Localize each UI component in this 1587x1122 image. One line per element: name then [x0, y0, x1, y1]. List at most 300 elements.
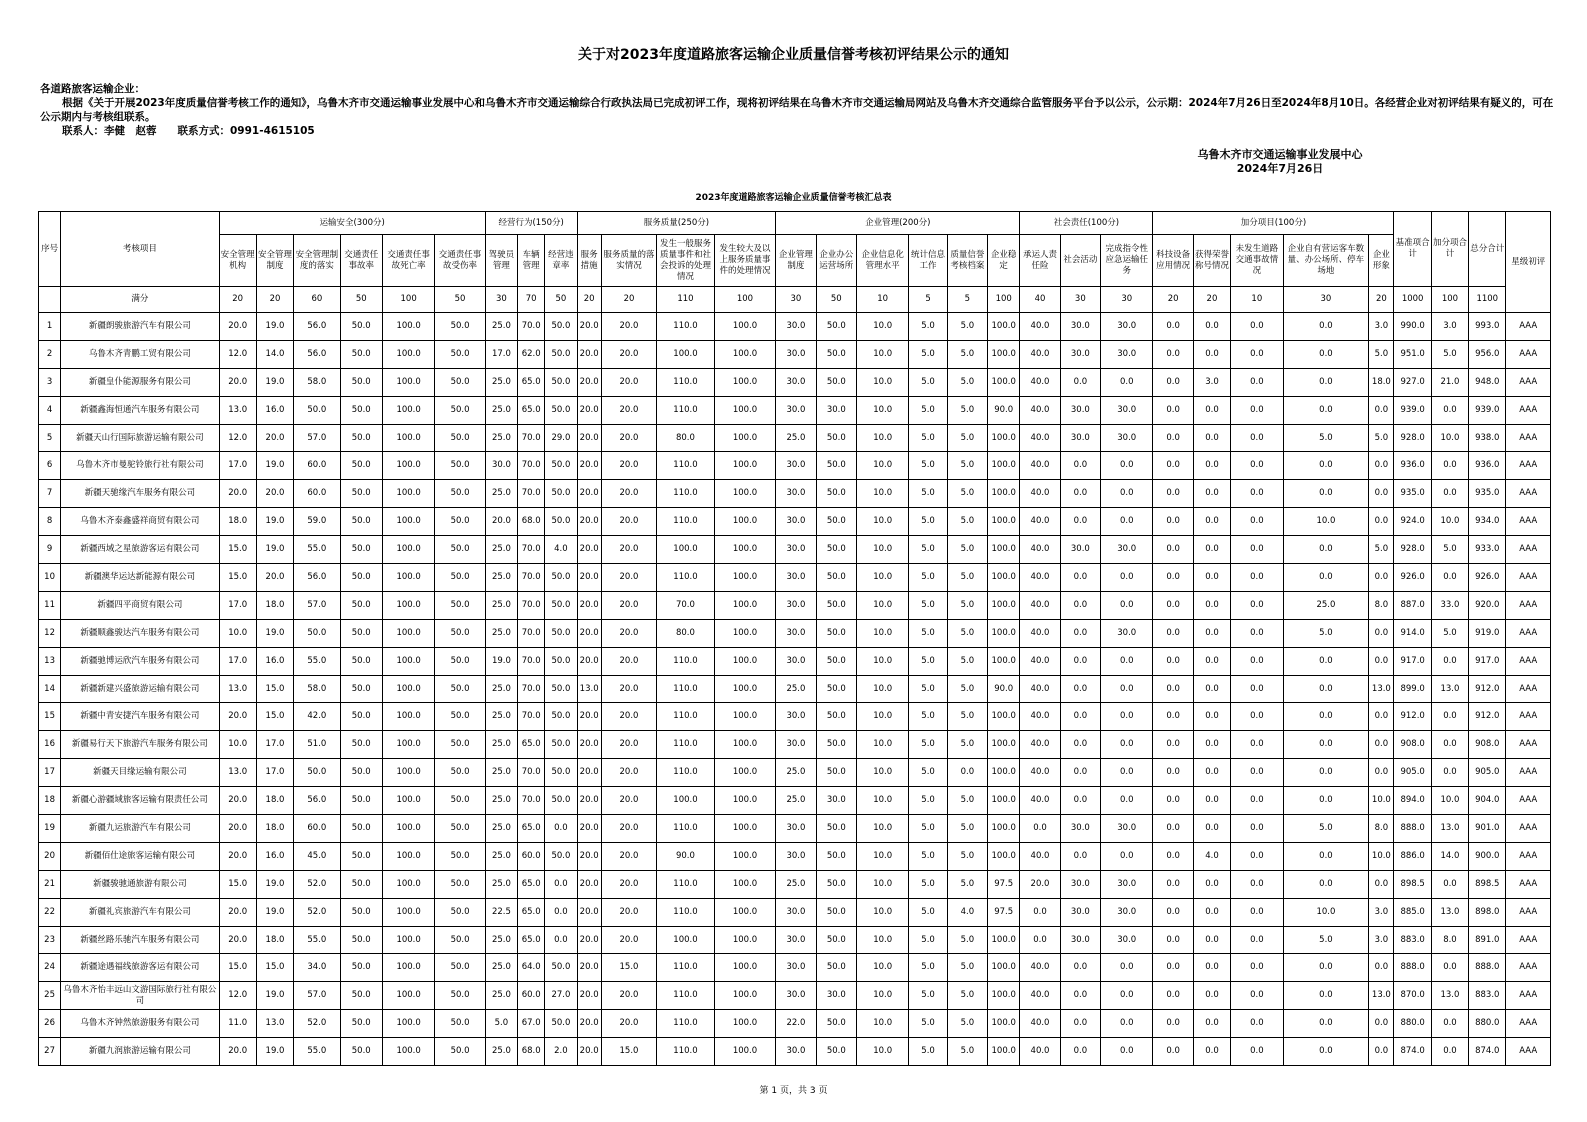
score-cell: 0.0	[1060, 759, 1100, 787]
score-cell: 40.0	[1020, 703, 1060, 731]
header-sub-item: 企业稳定	[988, 235, 1020, 287]
score-cell: 0.0	[1060, 619, 1100, 647]
score-cell: 15.0	[219, 536, 256, 564]
score-cell: 5.0	[909, 1010, 947, 1038]
score-cell: 110.0	[657, 480, 714, 508]
score-cell: 100.0	[382, 703, 434, 731]
score-cell: 0.0	[1193, 619, 1230, 647]
score-cell: 30.0	[776, 954, 816, 982]
score-cell: 30.0	[816, 787, 856, 815]
score-cell: 0.0	[1369, 870, 1394, 898]
score-cell: 18.0	[256, 591, 293, 619]
score-cell: 899.0	[1394, 675, 1431, 703]
score-cell: 50.0	[435, 452, 485, 480]
score-cell: 0.0	[1369, 480, 1394, 508]
score-cell: 110.0	[657, 508, 714, 536]
fullscore-cell: 5	[909, 287, 947, 313]
score-cell: 17.0	[256, 759, 293, 787]
score-cell: 100.0	[988, 452, 1020, 480]
score-cell: 10.0	[856, 452, 908, 480]
score-cell: 0.0	[1283, 1038, 1369, 1066]
score-cell: 30.0	[485, 452, 517, 480]
score-cell: 40.0	[1020, 1038, 1060, 1066]
header-fullscore-label: 满分	[61, 287, 219, 313]
score-cell: 0.0	[1060, 787, 1100, 815]
score-cell: 3.0	[1369, 898, 1394, 926]
score-cell: 917.0	[1394, 647, 1431, 675]
score-cell: 20.0	[601, 1010, 656, 1038]
score-cell: 25.0	[485, 759, 517, 787]
fullscore-cell: 60	[294, 287, 340, 313]
score-cell: 57.0	[294, 982, 340, 1010]
header-sub-item: 社会活动	[1060, 235, 1100, 287]
score-cell: 0.0	[947, 759, 987, 787]
rating-cell: AAA	[1506, 508, 1551, 536]
score-cell: 20.0	[219, 1038, 256, 1066]
score-cell: 110.0	[657, 731, 714, 759]
rating-cell: AAA	[1506, 982, 1551, 1010]
score-cell: 60.0	[294, 452, 340, 480]
score-cell: 50.0	[435, 842, 485, 870]
score-cell: 30.0	[776, 1038, 816, 1066]
score-cell: 885.0	[1394, 898, 1431, 926]
score-cell: 80.0	[657, 619, 714, 647]
score-cell: 935.0	[1469, 480, 1506, 508]
score-cell: 17.0	[219, 591, 256, 619]
score-cell: 68.0	[518, 1038, 545, 1066]
score-cell: 25.0	[485, 619, 517, 647]
score-cell: 100.0	[382, 787, 434, 815]
table-row	[39, 313, 1551, 341]
score-cell: 40.0	[1020, 1010, 1060, 1038]
score-cell: 0.0	[1101, 591, 1153, 619]
score-cell: 0.0	[1283, 675, 1369, 703]
fullscore-cell: 1100	[1469, 287, 1506, 313]
score-cell: 5.0	[1283, 619, 1369, 647]
score-cell: 0.0	[1231, 898, 1283, 926]
score-cell: 50.0	[435, 815, 485, 843]
header-sub-item: 企业信息化管理水平	[856, 235, 908, 287]
score-cell: 0.0	[1060, 731, 1100, 759]
score-cell: 20.0	[601, 926, 656, 954]
score-cell: 100.0	[382, 480, 434, 508]
header-sub-item: 交通责任事故率	[340, 235, 382, 287]
score-cell: 951.0	[1394, 340, 1431, 368]
score-cell: 50.0	[545, 508, 577, 536]
score-cell: 70.0	[657, 591, 714, 619]
score-cell: 25.0	[776, 424, 816, 452]
score-cell: 5.0	[1369, 340, 1394, 368]
score-cell: 0.0	[1060, 647, 1100, 675]
score-cell: 50.0	[340, 536, 382, 564]
score-cell: 5.0	[947, 815, 987, 843]
score-cell: 50.0	[816, 926, 856, 954]
fullscore-cell: 10	[1231, 287, 1283, 313]
score-cell: 10.0	[856, 368, 908, 396]
score-cell: 5.0	[1369, 536, 1394, 564]
score-cell: 0.0	[1283, 954, 1369, 982]
rating-cell: AAA	[1506, 842, 1551, 870]
score-cell: 5.0	[1431, 536, 1468, 564]
score-cell: 939.0	[1469, 396, 1506, 424]
score-cell: 0.0	[1101, 1010, 1153, 1038]
score-cell: 100.0	[714, 1038, 776, 1066]
score-cell: 100.0	[382, 759, 434, 787]
score-cell: 0.0	[1231, 647, 1283, 675]
score-cell: 5.0	[909, 647, 947, 675]
score-cell: 20.0	[601, 675, 656, 703]
score-cell: 110.0	[657, 759, 714, 787]
score-cell: 51.0	[294, 731, 340, 759]
score-cell: 62.0	[518, 340, 545, 368]
score-cell: 18.0	[256, 787, 293, 815]
score-cell: 50.0	[816, 340, 856, 368]
score-cell: 0.0	[1101, 954, 1153, 982]
score-cell: 50.0	[340, 787, 382, 815]
score-cell: 0.0	[1153, 675, 1193, 703]
fullscore-cell: 70	[518, 287, 545, 313]
score-cell: 100.0	[382, 508, 434, 536]
score-cell: 50.0	[545, 619, 577, 647]
table-row	[39, 898, 1551, 926]
score-cell: 40.0	[1020, 647, 1060, 675]
score-cell: 97.5	[988, 898, 1020, 926]
score-cell: 5.0	[947, 452, 987, 480]
score-cell: 10.0	[856, 647, 908, 675]
score-cell: 25.0	[485, 313, 517, 341]
score-cell: 25.0	[776, 759, 816, 787]
score-cell: 50.0	[545, 480, 577, 508]
score-cell: 0.0	[1283, 480, 1369, 508]
score-cell: 65.0	[518, 870, 545, 898]
score-cell: 0.0	[1231, 703, 1283, 731]
fullscore-cell: 30	[1101, 287, 1153, 313]
table-row	[39, 452, 1551, 480]
score-cell: 25.0	[485, 870, 517, 898]
table-row	[39, 787, 1551, 815]
header-sub-item: 安全管理制度的落实	[294, 235, 340, 287]
score-cell: 0.0	[1101, 675, 1153, 703]
score-cell: 5.0	[947, 396, 987, 424]
score-cell: 110.0	[657, 1038, 714, 1066]
row-seq: 6	[39, 452, 61, 480]
score-cell: 20.0	[577, 424, 601, 452]
row-seq: 26	[39, 1010, 61, 1038]
score-cell: 0.0	[1153, 452, 1193, 480]
score-cell: 100.0	[382, 1010, 434, 1038]
header-sub-item: 服务措施	[577, 235, 601, 287]
score-cell: 70.0	[518, 759, 545, 787]
signature-org: 乌鲁木齐市交通运输事业发展中心	[1197, 148, 1363, 161]
score-cell: 50.0	[816, 954, 856, 982]
score-cell: 50.0	[816, 508, 856, 536]
score-cell: 0.0	[1153, 870, 1193, 898]
score-cell: 100.0	[714, 647, 776, 675]
score-cell: 50.0	[340, 313, 382, 341]
score-cell: 20.0	[577, 536, 601, 564]
rating-cell: AAA	[1506, 340, 1551, 368]
score-cell: 50.0	[816, 842, 856, 870]
score-cell: 65.0	[518, 368, 545, 396]
score-cell: 5.0	[909, 619, 947, 647]
score-cell: 10.0	[856, 1038, 908, 1066]
score-cell: 15.0	[601, 1038, 656, 1066]
score-cell: 50.0	[340, 396, 382, 424]
score-cell: 0.0	[1193, 536, 1230, 564]
score-cell: 5.0	[909, 787, 947, 815]
score-cell: 5.0	[909, 536, 947, 564]
score-cell: 0.0	[1431, 647, 1468, 675]
notice-block	[40, 82, 1560, 138]
score-cell: 939.0	[1394, 396, 1431, 424]
score-cell: 0.0	[1231, 564, 1283, 592]
rating-cell: AAA	[1506, 1010, 1551, 1038]
score-cell: 100.0	[988, 536, 1020, 564]
company-name: 新疆骏驰通旅游有限公司	[61, 870, 219, 898]
score-cell: 20.0	[219, 815, 256, 843]
document-title: 关于对2023年度道路旅客运输企业质量信誉考核初评结果公示的通知	[578, 47, 1009, 63]
score-cell: 20.0	[601, 619, 656, 647]
score-cell: 25.0	[485, 926, 517, 954]
score-cell: 50.0	[816, 898, 856, 926]
rating-cell: AAA	[1506, 452, 1551, 480]
fullscore-cell: 30	[1060, 287, 1100, 313]
score-cell: 100.0	[714, 508, 776, 536]
score-cell: 65.0	[518, 731, 545, 759]
score-cell: 0.0	[1060, 368, 1100, 396]
score-cell: 40.0	[1020, 424, 1060, 452]
score-cell: 8.0	[1369, 591, 1394, 619]
score-cell: 50.0	[340, 815, 382, 843]
score-cell: 13.0	[1431, 898, 1468, 926]
score-cell: 50.0	[435, 508, 485, 536]
score-cell: 25.0	[485, 787, 517, 815]
score-cell: 20.0	[577, 313, 601, 341]
score-cell: 5.0	[909, 313, 947, 341]
score-cell: 100.0	[714, 340, 776, 368]
score-cell: 0.0	[1153, 787, 1193, 815]
fullscore-cell: 20	[1193, 287, 1230, 313]
score-cell: 0.0	[1231, 396, 1283, 424]
score-cell: 16.0	[256, 647, 293, 675]
score-cell: 50.0	[435, 368, 485, 396]
score-cell: 0.0	[1231, 954, 1283, 982]
score-cell: 0.0	[1153, 954, 1193, 982]
row-seq: 21	[39, 870, 61, 898]
company-name: 新疆四平商贸有限公司	[61, 591, 219, 619]
fullscore-cell: 50	[545, 287, 577, 313]
score-cell: 0.0	[1193, 396, 1230, 424]
score-cell: 0.0	[1193, 340, 1230, 368]
score-cell: 20.0	[601, 480, 656, 508]
score-cell: 40.0	[1020, 396, 1060, 424]
score-cell: 0.0	[1193, 1010, 1230, 1038]
row-seq: 8	[39, 508, 61, 536]
score-cell: 110.0	[657, 954, 714, 982]
fullscore-cell: 100	[988, 287, 1020, 313]
score-cell: 18.0	[1369, 368, 1394, 396]
score-cell: 30.0	[776, 340, 816, 368]
score-cell: 100.0	[714, 591, 776, 619]
score-cell: 50.0	[340, 619, 382, 647]
score-cell: 933.0	[1469, 536, 1506, 564]
rating-cell: AAA	[1506, 675, 1551, 703]
score-cell: 13.0	[219, 396, 256, 424]
score-cell: 50.0	[340, 703, 382, 731]
company-name: 新疆皇仆能源服务有限公司	[61, 368, 219, 396]
score-cell: 5.0	[909, 926, 947, 954]
score-cell: 0.0	[1153, 647, 1193, 675]
score-cell: 100.0	[714, 480, 776, 508]
score-cell: 110.0	[657, 1010, 714, 1038]
score-cell: 100.0	[382, 982, 434, 1010]
score-cell: 5.0	[909, 675, 947, 703]
company-name: 新疆易行天下旅游汽车服务有限公司	[61, 731, 219, 759]
score-cell: 20.0	[577, 954, 601, 982]
score-cell: 0.0	[1193, 703, 1230, 731]
score-cell: 50.0	[435, 480, 485, 508]
score-cell: 0.0	[1153, 591, 1193, 619]
score-cell: 25.0	[485, 982, 517, 1010]
company-name: 新疆佰仕途旅客运输有限公司	[61, 842, 219, 870]
score-cell: 10.0	[856, 870, 908, 898]
score-cell: 30.0	[1101, 926, 1153, 954]
score-cell: 5.0	[947, 954, 987, 982]
score-cell: 891.0	[1469, 926, 1506, 954]
score-cell: 100.0	[382, 647, 434, 675]
score-cell: 50.0	[340, 982, 382, 1010]
score-cell: 50.0	[545, 591, 577, 619]
score-cell: 59.0	[294, 508, 340, 536]
fullscore-cell: 20	[601, 287, 656, 313]
score-cell: 40.0	[1020, 759, 1060, 787]
score-cell: 58.0	[294, 368, 340, 396]
score-cell: 20.0	[256, 564, 293, 592]
score-cell: 5.0	[947, 313, 987, 341]
score-cell: 110.0	[657, 870, 714, 898]
score-cell: 0.0	[1153, 619, 1193, 647]
score-cell: 10.0	[1369, 787, 1394, 815]
score-cell: 20.0	[577, 647, 601, 675]
score-cell: 5.0	[909, 898, 947, 926]
score-cell: 5.0	[909, 480, 947, 508]
score-cell: 60.0	[518, 982, 545, 1010]
score-cell: 5.0	[909, 508, 947, 536]
score-cell: 40.0	[1020, 982, 1060, 1010]
score-cell: 20.0	[577, 842, 601, 870]
score-cell: 50.0	[435, 1038, 485, 1066]
score-cell: 10.0	[856, 759, 908, 787]
score-cell: 30.0	[1060, 815, 1100, 843]
fullscore-cell: 50	[816, 287, 856, 313]
header-sub-item: 安全管理机构	[219, 235, 256, 287]
score-cell: 30.0	[1060, 340, 1100, 368]
score-cell: 100.0	[382, 675, 434, 703]
rating-cell: AAA	[1506, 703, 1551, 731]
score-cell: 30.0	[1101, 815, 1153, 843]
score-cell: 20.0	[577, 340, 601, 368]
score-cell: 50.0	[435, 396, 485, 424]
score-cell: 20.0	[601, 842, 656, 870]
score-cell: 898.0	[1469, 898, 1506, 926]
score-cell: 70.0	[518, 591, 545, 619]
score-cell: 50.0	[340, 675, 382, 703]
score-cell: 50.0	[340, 564, 382, 592]
score-cell: 50.0	[545, 396, 577, 424]
score-cell: 0.0	[1101, 731, 1153, 759]
score-cell: 100.0	[382, 870, 434, 898]
fullscore-cell: 30	[1283, 287, 1369, 313]
score-cell: 0.0	[1060, 1010, 1100, 1038]
score-cell: 0.0	[1193, 564, 1230, 592]
score-cell: 100.0	[382, 619, 434, 647]
score-cell: 57.0	[294, 591, 340, 619]
score-cell: 0.0	[1431, 870, 1468, 898]
score-cell: 100.0	[382, 591, 434, 619]
score-cell: 20.0	[219, 898, 256, 926]
score-cell: 5.0	[947, 591, 987, 619]
score-cell: 0.0	[1153, 424, 1193, 452]
score-cell: 55.0	[294, 926, 340, 954]
company-name: 新疆中青安捷汽车服务有限公司	[61, 703, 219, 731]
score-cell: 70.0	[518, 787, 545, 815]
score-cell: 30.0	[816, 982, 856, 1010]
score-cell: 50.0	[435, 1010, 485, 1038]
score-cell: 0.0	[1369, 647, 1394, 675]
score-cell: 20.0	[219, 842, 256, 870]
score-cell: 0.0	[1283, 759, 1369, 787]
score-cell: 927.0	[1394, 368, 1431, 396]
table-row	[39, 703, 1551, 731]
score-cell: 912.0	[1394, 703, 1431, 731]
table-row	[39, 619, 1551, 647]
score-cell: 65.0	[518, 898, 545, 926]
score-cell: 13.0	[1431, 815, 1468, 843]
score-cell: 0.0	[1369, 619, 1394, 647]
score-cell: 18.0	[219, 508, 256, 536]
header-sub-item: 质量信誉考核档案	[947, 235, 987, 287]
score-cell: 880.0	[1394, 1010, 1431, 1038]
score-cell: 30.0	[776, 313, 816, 341]
score-cell: 50.0	[816, 564, 856, 592]
score-cell: 30.0	[1060, 396, 1100, 424]
score-cell: 936.0	[1394, 452, 1431, 480]
score-cell: 0.0	[1060, 842, 1100, 870]
score-cell: 938.0	[1469, 424, 1506, 452]
score-cell: 25.0	[485, 703, 517, 731]
score-cell: 30.0	[776, 703, 816, 731]
score-cell: 900.0	[1469, 842, 1506, 870]
row-seq: 15	[39, 703, 61, 731]
table-row	[39, 954, 1551, 982]
score-cell: 50.0	[545, 675, 577, 703]
score-cell: 5.0	[1431, 619, 1468, 647]
score-cell: 5.0	[947, 926, 987, 954]
header-row-groups	[39, 212, 1551, 235]
row-seq: 2	[39, 340, 61, 368]
score-cell: 5.0	[909, 759, 947, 787]
score-cell: 0.0	[1101, 842, 1153, 870]
score-cell: 10.0	[1431, 508, 1468, 536]
score-cell: 19.0	[256, 452, 293, 480]
score-cell: 20.0	[577, 480, 601, 508]
score-cell: 50.0	[435, 982, 485, 1010]
score-cell: 70.0	[518, 480, 545, 508]
score-cell: 100.0	[714, 982, 776, 1010]
score-cell: 50.0	[545, 759, 577, 787]
table-row	[39, 1010, 1551, 1038]
score-cell: 100.0	[988, 619, 1020, 647]
